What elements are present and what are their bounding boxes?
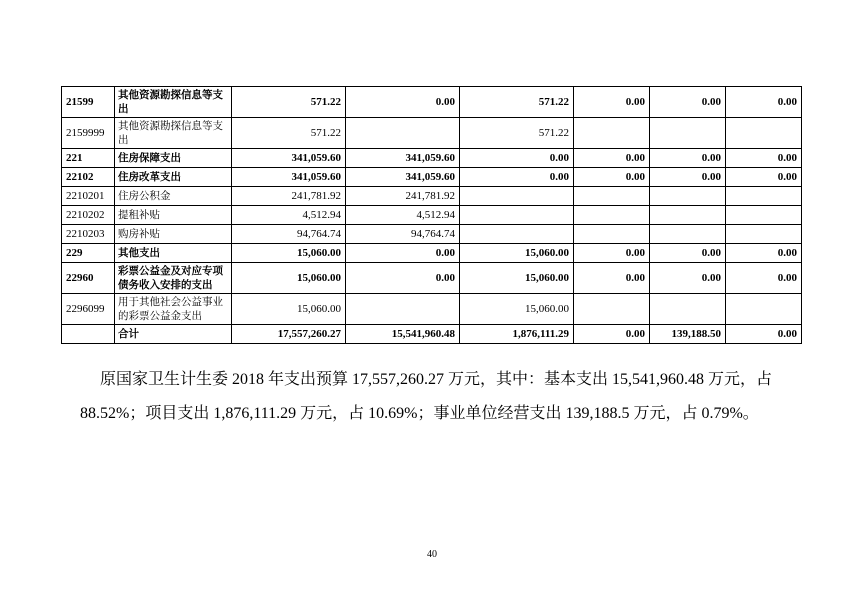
row-name: 住房保障支出 [115,149,232,168]
row-value: 15,060.00 [460,263,574,294]
row-value: 0.00 [650,87,726,118]
row-name: 提租补贴 [115,206,232,225]
row-value [650,294,726,325]
row-code: 22960 [62,263,115,294]
row-name: 其他支出 [115,244,232,263]
row-value: 4,512.94 [232,206,346,225]
row-value: 15,060.00 [232,263,346,294]
row-name: 彩票公益金及对应专项债务收入安排的支出 [115,263,232,294]
table-row [62,149,802,168]
row-value: 0.00 [726,244,802,263]
row-code: 2210203 [62,225,115,244]
table-row [62,294,802,325]
summary-paragraph: 原国家卫生计生委 2018 年支出预算 17,557,260.27 万元，其中：基本支出 15,541,960.48 万元，占 88.52%；项目支出 1,876,111.29 万元，占 10.69%；事业单位经营支出 139,188.5 万元，占 0.79%。 [80,371,773,422]
row-value: 0.00 [650,149,726,168]
row-value: 0.00 [574,87,650,118]
row-value: 15,060.00 [232,294,346,325]
row-code: 21599 [62,87,115,118]
row-value: 0.00 [726,149,802,168]
row-value: 0.00 [726,168,802,187]
table-row [62,263,802,294]
row-value [460,187,574,206]
row-code: 2296099 [62,294,115,325]
row-value: 341,059.60 [346,168,460,187]
row-value: 1,876,111.29 [460,325,574,344]
budget-table-body [62,87,802,344]
row-value: 0.00 [574,325,650,344]
row-name: 其他资源勘探信息等支出 [115,87,232,118]
row-value: 139,188.50 [650,325,726,344]
budget-table [61,86,802,344]
row-value [574,294,650,325]
row-name: 合计 [115,325,232,344]
row-code: 2159999 [62,118,115,149]
row-code: 221 [62,149,115,168]
table-row [62,206,802,225]
row-value [574,118,650,149]
row-value: 15,060.00 [232,244,346,263]
row-value: 15,060.00 [460,244,574,263]
row-value [726,118,802,149]
row-value [650,187,726,206]
row-value: 241,781.92 [232,187,346,206]
row-value [726,187,802,206]
row-value: 341,059.60 [232,168,346,187]
table-row [62,87,802,118]
row-value: 571.22 [232,87,346,118]
row-value: 0.00 [574,168,650,187]
row-value: 241,781.92 [346,187,460,206]
row-value [574,206,650,225]
row-value: 0.00 [346,263,460,294]
row-value [726,206,802,225]
row-name: 住房公积金 [115,187,232,206]
table-row [62,325,802,344]
row-value [346,294,460,325]
row-code: 2210201 [62,187,115,206]
row-code: 2210202 [62,206,115,225]
row-value: 0.00 [650,168,726,187]
row-value: 15,060.00 [460,294,574,325]
row-code: 229 [62,244,115,263]
row-value [574,225,650,244]
row-name: 用于其他社会公益事业的彩票公益金支出 [115,294,232,325]
row-value: 17,557,260.27 [232,325,346,344]
row-value: 0.00 [726,87,802,118]
table-row [62,225,802,244]
row-value [650,118,726,149]
table-row [62,168,802,187]
row-value: 0.00 [650,263,726,294]
row-name: 其他资源勘探信息等支出 [115,118,232,149]
row-value: 571.22 [460,118,574,149]
table-row [62,187,802,206]
table-row [62,244,802,263]
row-value [726,225,802,244]
row-value: 0.00 [574,263,650,294]
row-value: 94,764.74 [346,225,460,244]
row-value: 0.00 [460,149,574,168]
row-value [574,187,650,206]
row-value: 0.00 [460,168,574,187]
page-number: 40 [427,549,437,560]
row-value: 0.00 [574,244,650,263]
row-code: 22102 [62,168,115,187]
row-value: 571.22 [232,118,346,149]
row-name: 购房补贴 [115,225,232,244]
row-value [460,206,574,225]
row-value: 0.00 [574,149,650,168]
row-value: 571.22 [460,87,574,118]
row-value: 0.00 [650,244,726,263]
row-value: 4,512.94 [346,206,460,225]
row-value: 0.00 [726,263,802,294]
row-value: 15,541,960.48 [346,325,460,344]
row-name: 住房改革支出 [115,168,232,187]
row-value: 341,059.60 [232,149,346,168]
row-code [62,325,115,344]
row-value [650,206,726,225]
row-value [650,225,726,244]
row-value [460,225,574,244]
table-row [62,118,802,149]
row-value: 0.00 [726,325,802,344]
row-value: 0.00 [346,244,460,263]
row-value: 0.00 [346,87,460,118]
row-value: 94,764.74 [232,225,346,244]
row-value [346,118,460,149]
row-value [726,294,802,325]
row-value: 341,059.60 [346,149,460,168]
